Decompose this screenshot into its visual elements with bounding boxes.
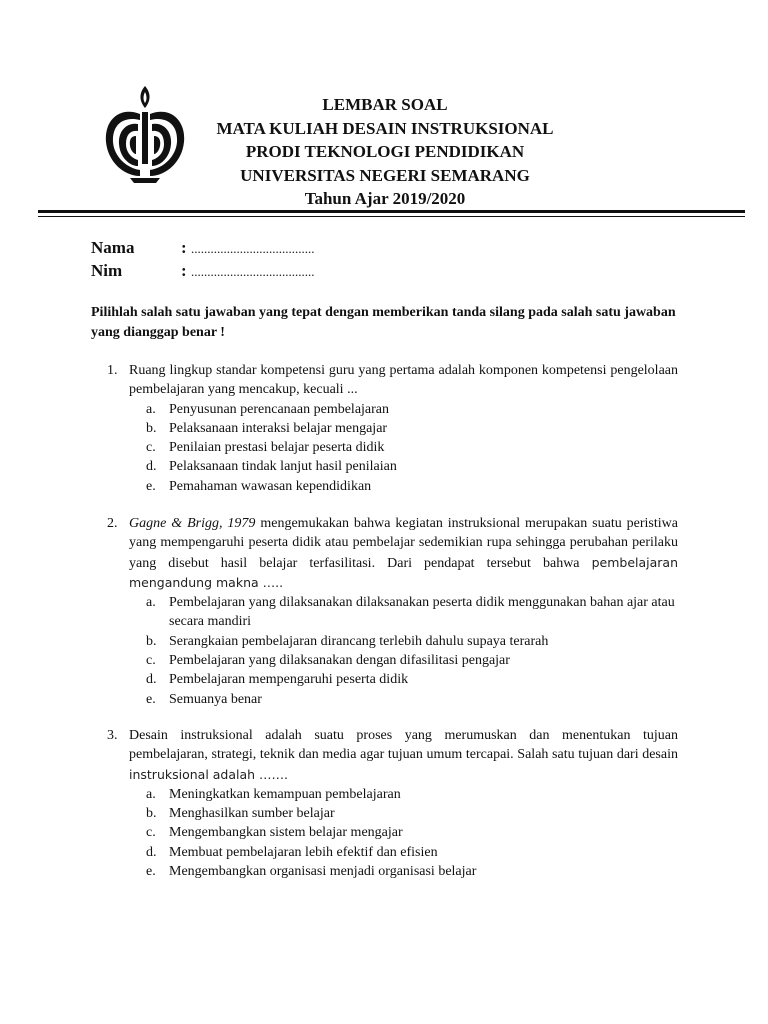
option-c[interactable] [146,438,678,457]
answer-options [146,785,678,881]
answer-options [146,400,678,496]
option-letter: c. [146,825,156,841]
option-text: Pelaksanaan interaksi belajar mengajar [169,420,388,436]
option-b[interactable] [146,632,678,651]
option-a[interactable] [146,785,678,804]
header-course: MATA KULIAH DESAIN INSTRUKSIONAL [216,118,554,138]
option-letter: a. [146,786,156,802]
option-a[interactable] [146,400,678,419]
option-text: Mengembangkan sistem belajar mengajar [169,825,403,841]
option-text: Menghasilkan sumber belajar [169,806,335,822]
option-letter: b. [146,806,157,822]
name-label: Nama [91,238,135,257]
header-program: PRODI TEKNOLOGI PENDIDIKAN [245,142,525,161]
option-letter: e. [146,864,156,880]
name-colon: : [181,238,187,257]
option-e[interactable] [146,862,678,881]
header-title: LEMBAR SOAL [322,95,448,114]
option-letter: b. [146,633,157,649]
option-letter: d. [146,459,157,475]
option-text: Semuanya benar [169,691,262,707]
question-1 [107,361,678,496]
option-b[interactable] [146,419,678,438]
nim-colon: : [181,261,187,280]
option-text: Serangkaian pembelajaran dirancang terlebih dahulu supaya terarah [169,633,549,649]
option-text: Meningkatkan kemampuan pembelajaran [169,786,401,802]
option-text: Pelaksanaan tindak lanjut hasil penilaian [169,459,397,475]
question-tail: instruksional adalah ……. [129,766,289,782]
option-letter: a. [146,595,156,611]
option-c[interactable] [146,823,678,842]
option-text: Pembelajaran yang dilaksanakan dengan difasilitasi pengajar [169,653,510,669]
option-text: Mengembangkan organisasi menjadi organisasi belajar [169,864,477,880]
question-number: 3. [107,728,118,743]
option-d[interactable] [146,843,678,862]
option-letter: e. [146,691,156,707]
document-header [190,93,580,211]
option-text: Pemahaman wawasan kependidikan [169,478,372,494]
option-letter: c. [146,653,156,669]
option-c[interactable] [146,651,678,670]
option-a[interactable] [146,593,678,632]
option-d[interactable] [146,457,678,476]
option-letter: d. [146,672,157,688]
answer-options [146,593,678,709]
question-body: mengemukakan bahwa kegiatan instruksional merupakan suatu peristiwa yang mempengaruhi peserta didik atau pembelajar sedemikian rupa sehingga perubahan perilaku yang disebut hasil belajar terfasilitasi. Dari pendapat tersebut bahwa [129,516,678,571]
option-text: Pembelajaran mempengaruhi peserta didik [169,672,409,688]
option-text: Pembelajaran yang dilaksanakan dilaksanakan peserta didik menggunakan bahan ajar atau secara mandiri [169,595,675,630]
option-d[interactable] [146,670,678,689]
option-text: Penilaian prestasi belajar peserta didik [169,440,385,456]
option-e[interactable] [146,690,678,709]
option-b[interactable] [146,804,678,823]
header-academic-year: Tahun Ajar 2019/2020 [304,189,466,208]
nim-row [91,259,315,282]
nim-blank-field[interactable]: ...................................... [191,264,315,279]
option-text: Membuat pembelajaran lebih efektif dan efisien [169,844,438,860]
question-text [129,726,678,785]
question-tail: pembelajaran mengandung makna ….. [129,554,678,590]
question-body: Desain instruksional adalah suatu proses yang merumuskan dan menentukan tujuan pembelajaran, strategi, teknik dan media agar tujuan umum tercapai. Salah satu tujuan dari desain [129,728,678,763]
question-3 [107,726,678,881]
header-divider-thick [38,210,745,213]
option-letter: a. [146,401,156,417]
instructions: Pilihlah salah satu jawaban yang tepat dengan memberikan tanda silang pada salah satu jawaban yang dianggap benar ! [91,305,676,340]
name-row [91,236,315,259]
option-e[interactable] [146,477,678,496]
option-text: Penyusunan perencanaan pembelajaran [169,401,390,417]
name-blank-field[interactable]: ...................................... [191,241,315,256]
header-divider-thin [38,216,745,217]
university-logo [100,84,190,184]
option-letter: c. [146,440,156,456]
option-letter: e. [146,478,156,494]
option-letter: d. [146,844,157,860]
nim-label: Nim [91,261,123,280]
student-identity [91,236,315,282]
question-number: 1. [107,363,118,378]
question-2 [107,514,678,709]
option-letter: b. [146,420,157,436]
citation-italic: Gagne & Brigg, 1979 [129,516,256,531]
question-number: 2. [107,516,118,531]
question-text [129,514,678,593]
question-text: Ruang lingkup standar kompetensi guru yang pertama adalah komponen kompetensi pengelolaan pembelajaran yang mencakup, kecuali ... [129,363,678,398]
header-university: UNIVERSITAS NEGERI SEMARANG [240,165,530,185]
